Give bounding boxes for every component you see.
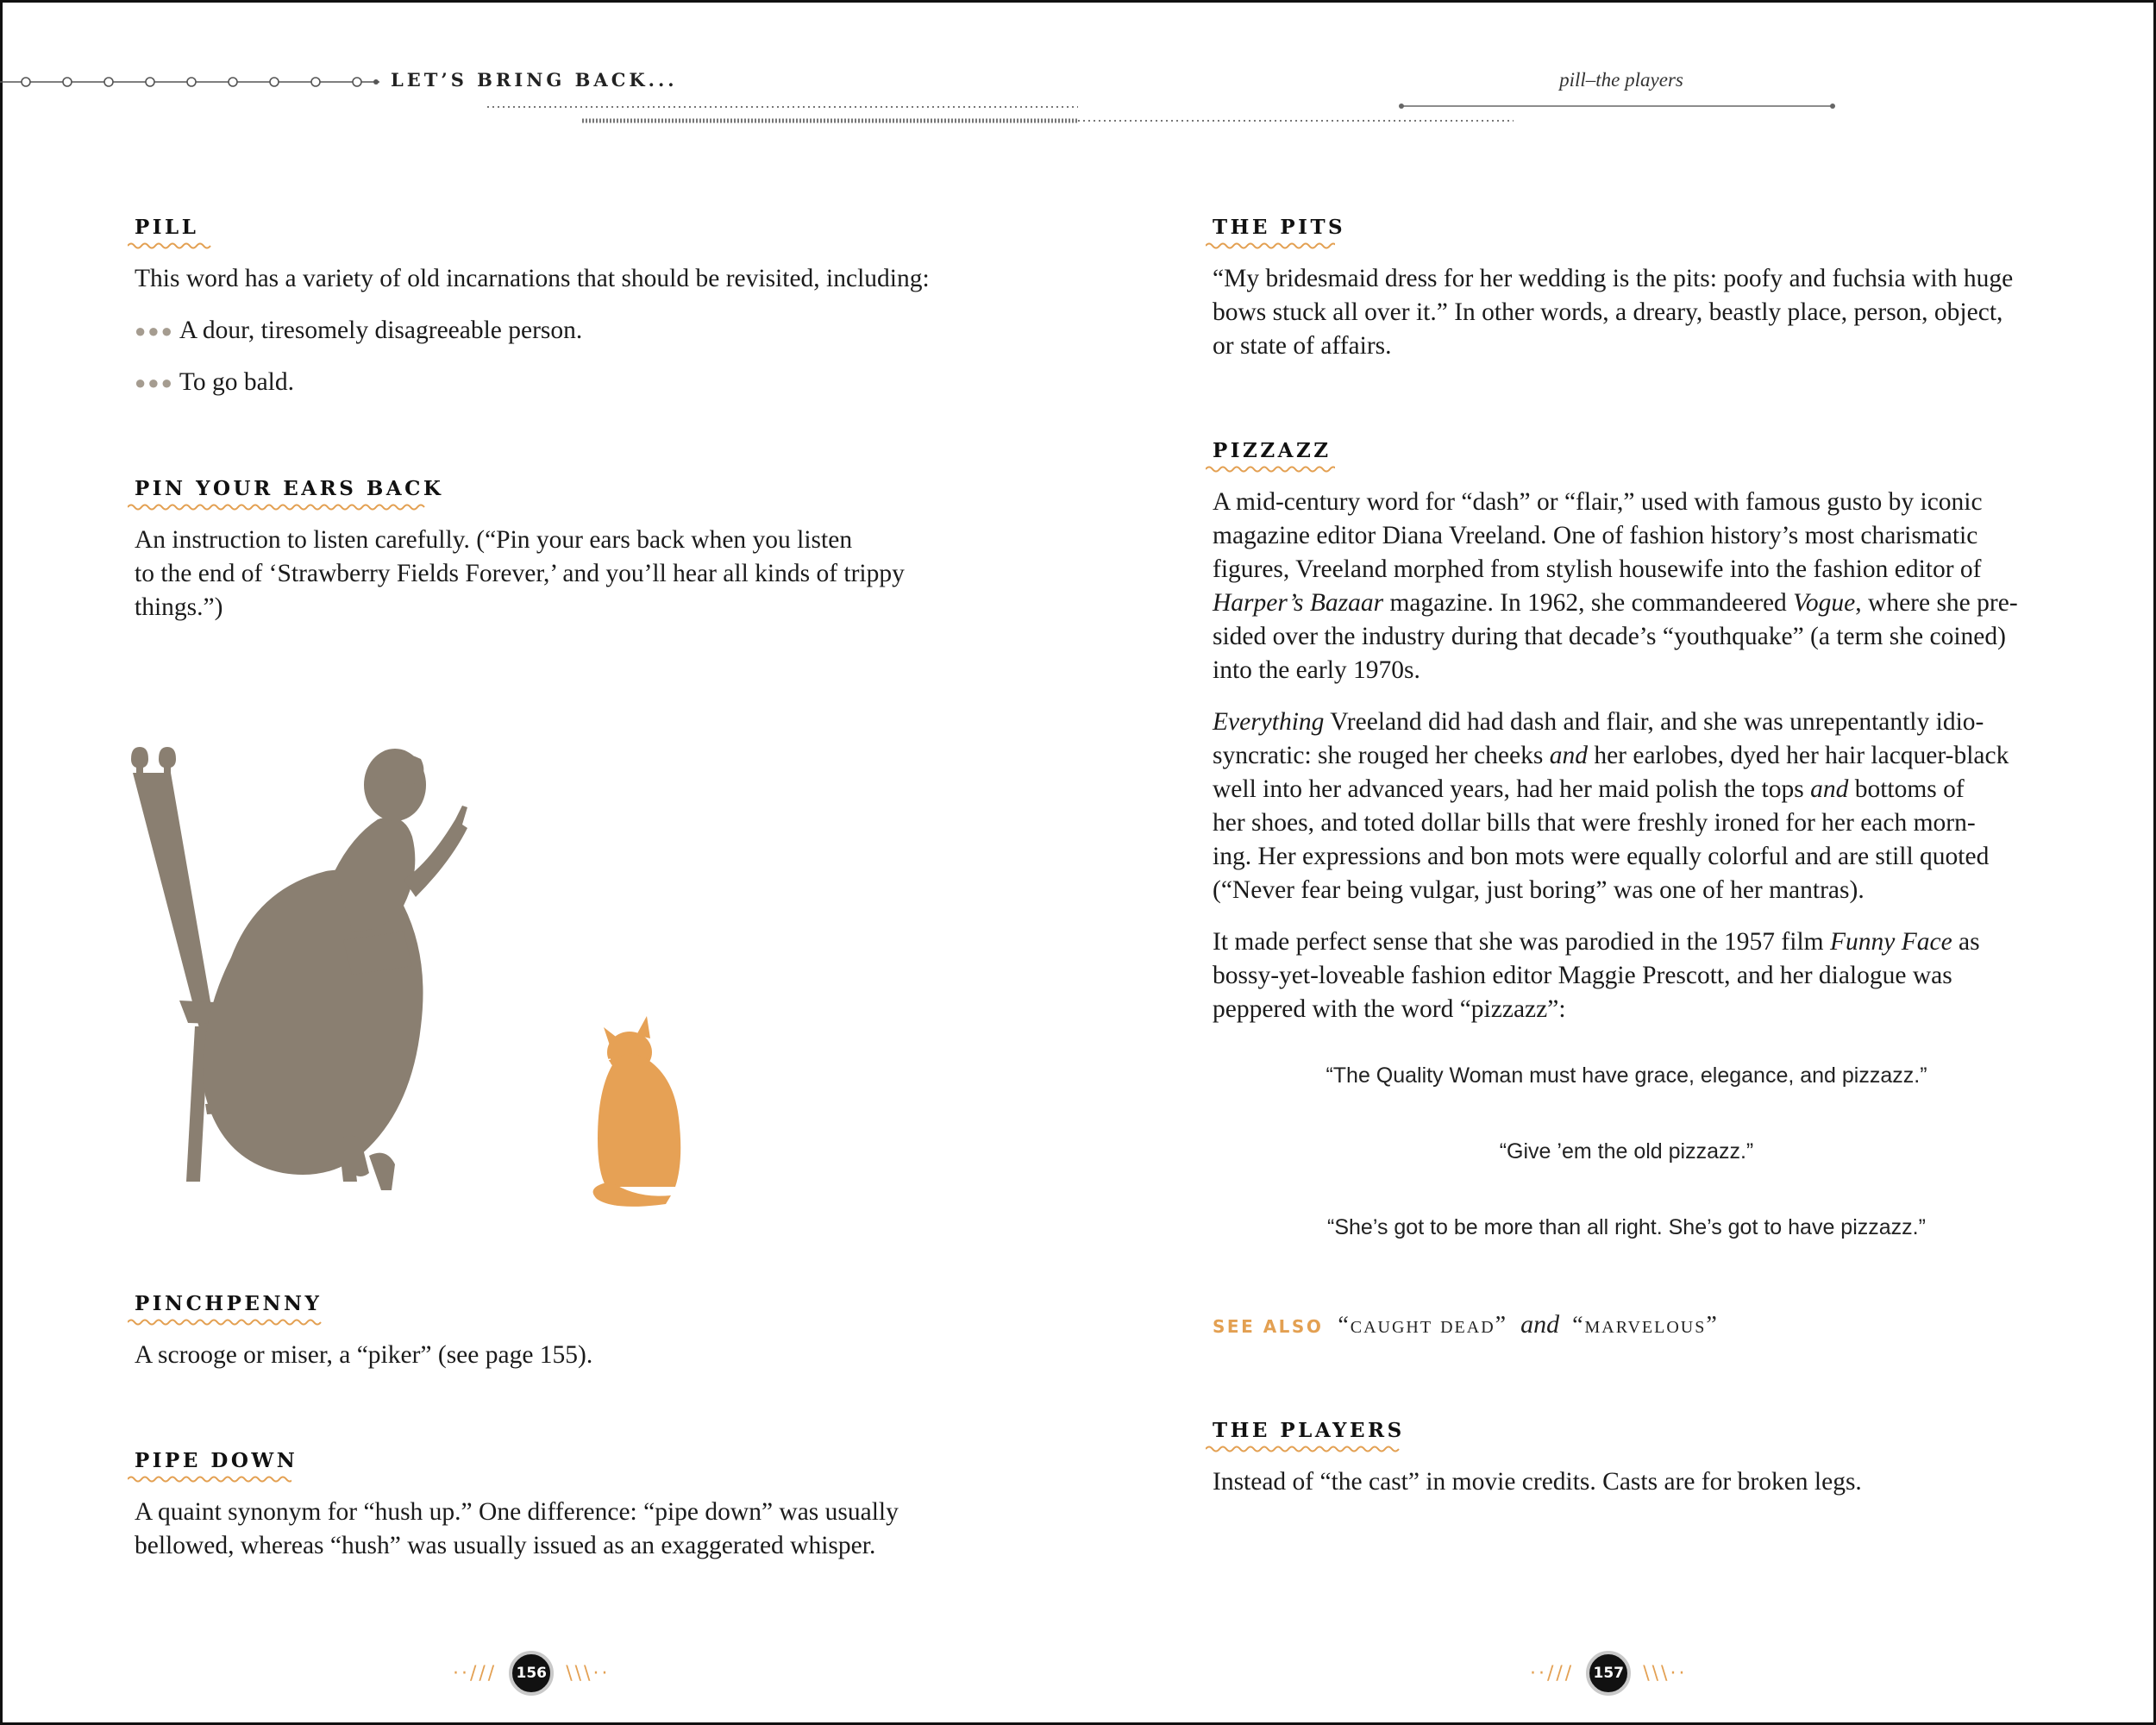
squiggle-underline: [128, 1316, 322, 1328]
ornamental-header-rule: [0, 60, 2156, 138]
entry-body: A quaint synonym for “hush up.” One difference: “pipe down” was usually bellowed, whereas “hush” was usually issued as an exaggerated whisper.: [135, 1498, 899, 1559]
entry-title: THE PLAYERS: [1213, 1419, 1405, 1442]
entry-title: PIPE DOWN: [135, 1449, 298, 1472]
running-head: LET’S BRING BACK...: [391, 69, 678, 91]
entry-pin-your-ears-back: [135, 477, 962, 624]
entry-title: PILL: [135, 216, 199, 239]
squiggle-underline: [1206, 1443, 1400, 1455]
cross-reference: “marvelous”: [1572, 1312, 1719, 1339]
entry-pill: [135, 216, 962, 399]
woman-in-chair-silhouette: [131, 747, 467, 1190]
entry-pinchpenny: [135, 1292, 962, 1372]
see-also: SEE ALSO “caught dead” and “marvelous”: [1213, 1310, 1719, 1339]
entry-body: An instruction to listen carefully. (“Pin your ears back when you listen to the end of ‘Strawberry Fields Forever,’ and you’ll hear all kinds of trippy things.”): [135, 526, 905, 621]
entry-the-pits: [1213, 216, 2040, 363]
quote: “The Quality Woman must have grace, elegance, and pizzazz.”: [1326, 1063, 1927, 1088]
squiggle-underline: [1206, 463, 1335, 475]
page-number-right: ··/// 157 \\\··: [1530, 1647, 1687, 1699]
entry-title: PIZZAZZ: [1213, 439, 1332, 462]
entry-title: PINCHPENNY: [135, 1292, 323, 1315]
cat-silhouette: [593, 1016, 681, 1207]
entry-body: A scrooge or miser, a “piker” (see page 155).: [135, 1341, 593, 1369]
entry-title: THE PITS: [1213, 216, 1346, 239]
page-number-left: ··/// 156 \\\··: [453, 1647, 610, 1699]
illustration: [128, 742, 731, 1225]
list-item: ●●● To go bald.: [135, 368, 294, 396]
page-number-badge: 157: [1586, 1651, 1631, 1696]
squiggle-underline: [128, 1473, 291, 1485]
running-head-right: pill–the players: [1559, 69, 1683, 91]
entry-body: [1213, 486, 2040, 1026]
entry-body: This word has a variety of old incarnations that should be revisited, including:: [135, 265, 930, 292]
quote: “Give ’em the old pizzazz.”: [1499, 1139, 1754, 1164]
paragraph: A mid-century word for “dash” or “flair,” used with famous gusto by iconic magazine editor Diana Vreeland. One of fashion history’s most charismatic figures, Vreeland morphed from stylish housewife into the fashion editor of Harper’s Bazaar magazine. In 1962, she commandeered Vogue, where she pre- sided over the industry during that decade’s “youthquake” (a term she coined) into the early 1970s.: [1213, 488, 2018, 684]
list-item: ●●● A dour, tiresomely disagreeable person.: [135, 317, 583, 344]
entry-the-players: [1213, 1419, 2040, 1499]
entry-body: “My bridesmaid dress for her wedding is the pits: poofy and fuchsia with huge bows stuck all over it.” In other words, a dreary, beastly place, person, object, or state of affairs.: [1213, 265, 2014, 360]
entry-pipe-down: [135, 1449, 962, 1563]
entry-title: PIN YOUR EARS BACK: [135, 477, 444, 500]
entry-pizzazz: [1213, 439, 2040, 1026]
quote: “She’s got to be more than all right. She’s got to have pizzazz.”: [1327, 1215, 1926, 1239]
squiggle-underline: [128, 501, 434, 513]
entry-body: Instead of “the cast” in movie credits. Casts are for broken legs.: [1213, 1468, 1862, 1496]
cross-reference: “caught dead”: [1338, 1312, 1508, 1339]
page-number-badge: 156: [509, 1651, 554, 1696]
see-also-label: SEE ALSO: [1213, 1316, 1324, 1337]
paragraph: It made perfect sense that she was parodied in the 1957 film Funny Face as bossy-yet-loveable fashion editor Maggie Prescott, and her dialogue was peppered with the word “pizzazz”:: [1213, 928, 1980, 1023]
squiggle-underline: [128, 240, 214, 252]
paragraph: Everything Vreeland did had dash and flair, and she was unrepentantly idio- syncratic: she rouged her cheeks and her earlobes, dyed her hair lacquer-black well into her advanced years, had her maid polish the tops and bottoms of her shoes, and toted dollar bills that were freshly ironed for her each morn- ing. Her expressions and bon mots were equally colorful and are still quoted (“Never fear being vulgar, just boring” was one of her mantras).: [1213, 708, 2009, 904]
squiggle-underline: [1206, 240, 1335, 252]
